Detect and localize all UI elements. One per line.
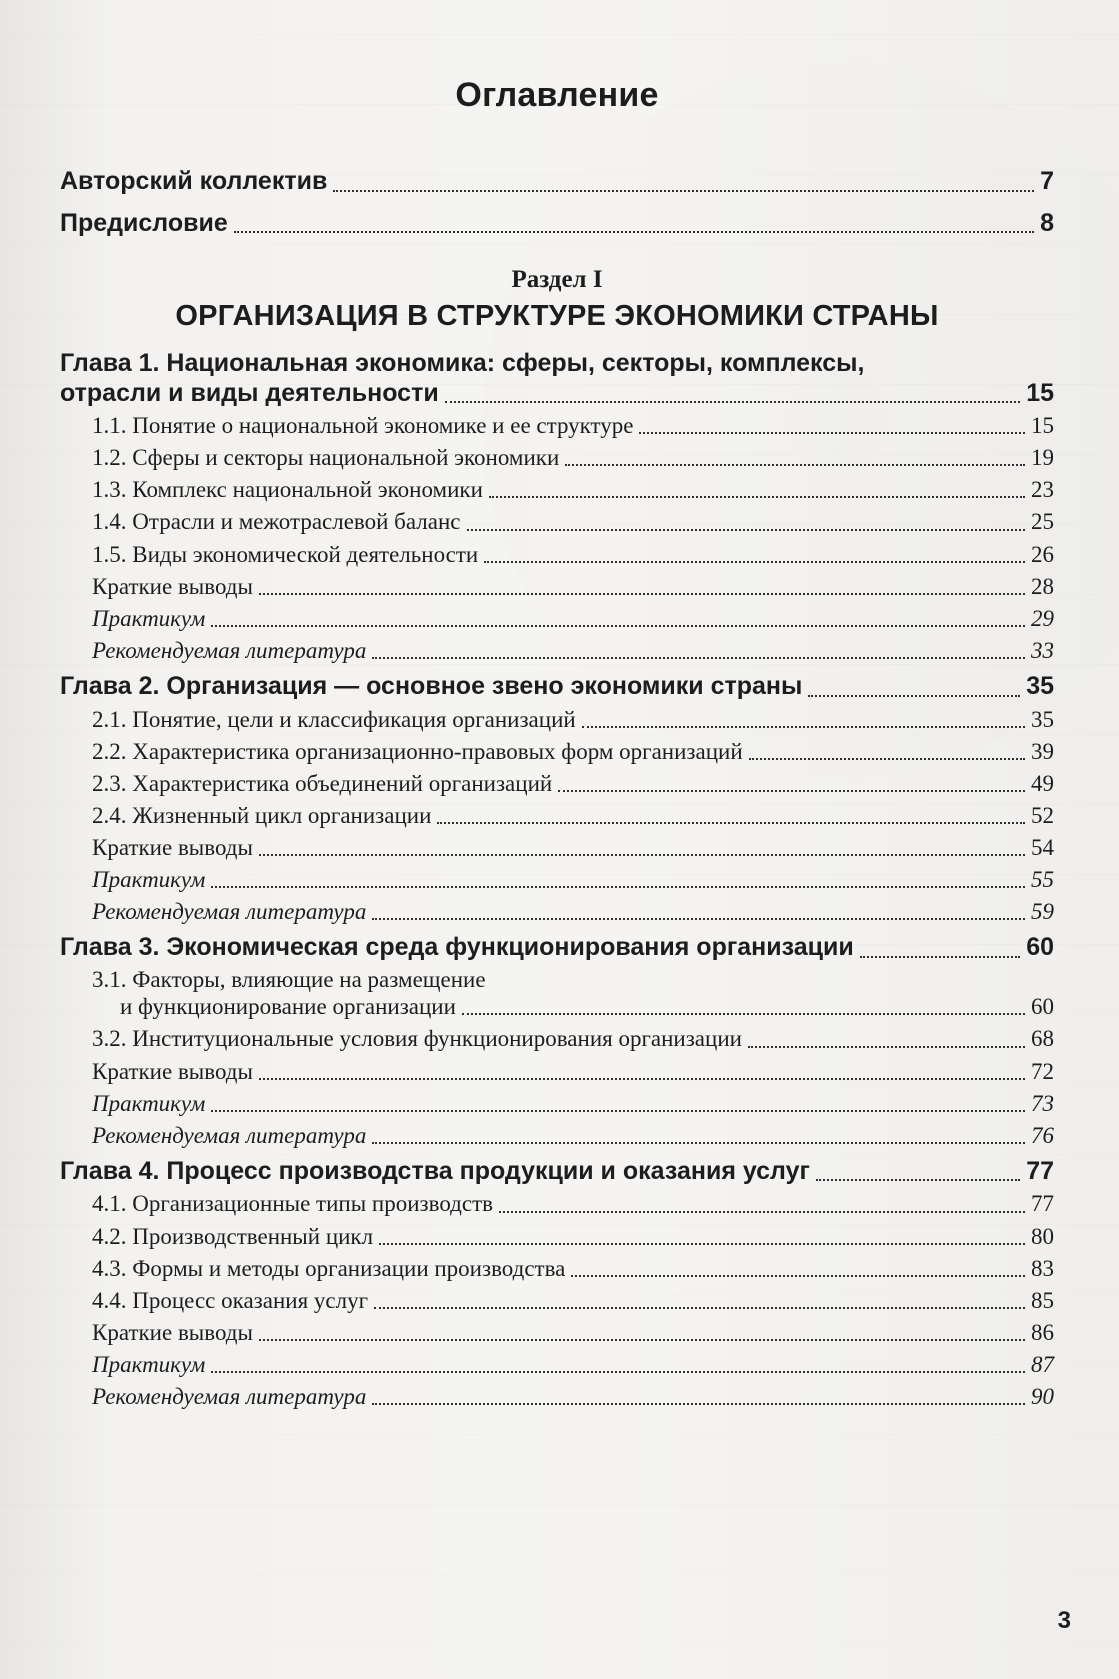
toc-item-label: 1.5. Виды экономической деятельности bbox=[92, 541, 479, 567]
summary-label: Краткие выводы bbox=[92, 573, 253, 599]
toc-item bbox=[92, 412, 1054, 439]
recommended-literature-page: 76 bbox=[1031, 1122, 1054, 1148]
dot-leader bbox=[211, 886, 1025, 888]
toc-item-label: 4.3. Формы и методы организации производства bbox=[92, 1255, 566, 1281]
dot-leader bbox=[484, 561, 1025, 563]
practicum-entry bbox=[92, 1351, 1054, 1378]
chapter-title: Глава 4. Процесс производства продукции и оказания услуг bbox=[60, 1156, 810, 1185]
toc-item-page: 83 bbox=[1031, 1255, 1054, 1281]
dot-leader bbox=[808, 695, 1020, 697]
dot-leader bbox=[558, 790, 1025, 792]
recommended-literature-page: 90 bbox=[1031, 1384, 1054, 1410]
toc-item-page: 68 bbox=[1031, 1026, 1054, 1052]
toc-item-page: 77 bbox=[1031, 1191, 1054, 1217]
dot-leader bbox=[333, 190, 1034, 192]
dot-leader bbox=[816, 1179, 1020, 1181]
chapter-title: Глава 2. Организация — основное звено экономики страны bbox=[60, 672, 803, 700]
toc-entry-label: Авторский коллектив bbox=[60, 167, 328, 195]
toc-item-label: 1.4. Отрасли и межотраслевой баланс bbox=[92, 509, 461, 535]
toc-item bbox=[92, 444, 1054, 471]
recommended-literature-page: 33 bbox=[1031, 637, 1054, 663]
practicum-page: 55 bbox=[1031, 867, 1054, 893]
toc-item-page: 23 bbox=[1031, 477, 1054, 503]
summary-entry bbox=[92, 1058, 1054, 1085]
toc-entry-page: 8 bbox=[1040, 208, 1054, 237]
chapter-items bbox=[92, 412, 1054, 664]
toc-item bbox=[92, 1287, 1054, 1314]
toc-entry-authors bbox=[60, 167, 1054, 197]
dot-leader bbox=[372, 918, 1025, 920]
toc-item-label: 4.1. Организационные типы производств bbox=[92, 1191, 493, 1217]
chapter-title: Глава 3. Экономическая среда функционирования организации bbox=[60, 933, 854, 962]
section-title: ОРГАНИЗАЦИЯ В СТРУКТУРЕ ЭКОНОМИКИ СТРАНЫ bbox=[175, 300, 939, 332]
dot-leader bbox=[437, 822, 1025, 824]
practicum-entry bbox=[92, 605, 1054, 632]
dot-leader bbox=[234, 231, 1034, 233]
recommended-literature-label: Рекомендуемая литература bbox=[92, 1384, 367, 1410]
practicum-page: 29 bbox=[1031, 605, 1054, 631]
dot-leader bbox=[749, 758, 1025, 760]
dot-leader bbox=[467, 529, 1026, 531]
practicum-entry bbox=[92, 866, 1054, 893]
chapter-title-row bbox=[60, 379, 1054, 409]
toc-item bbox=[92, 1223, 1054, 1250]
dot-leader bbox=[211, 625, 1025, 627]
summary-page: 86 bbox=[1031, 1319, 1054, 1345]
dot-leader bbox=[639, 432, 1025, 434]
toc-item bbox=[92, 476, 1054, 503]
dot-leader bbox=[259, 854, 1025, 856]
toc-item-label: 4.2. Производственный цикл bbox=[92, 1223, 374, 1249]
toc-item-page: 52 bbox=[1031, 802, 1054, 828]
toc-item-page: 15 bbox=[1031, 413, 1054, 438]
toc-item-label: 1.1. Понятие о национальной экономике и ее структуре bbox=[92, 413, 634, 438]
practicum-label: Практикум bbox=[92, 605, 206, 631]
toc-item-page: 49 bbox=[1031, 770, 1054, 796]
table-of-contents bbox=[60, 76, 1054, 1418]
dot-leader bbox=[748, 1046, 1025, 1048]
chapter-4 bbox=[60, 1157, 1054, 1410]
recommended-literature-label: Рекомендуемая литература bbox=[92, 1122, 367, 1148]
page-title: Оглавление bbox=[455, 76, 659, 114]
toc-item-label: 2.4. Жизненный цикл организации bbox=[92, 802, 432, 828]
chapter-1 bbox=[60, 349, 1054, 664]
toc-item bbox=[92, 706, 1054, 733]
practicum-page: 73 bbox=[1031, 1090, 1054, 1116]
chapter-title-row bbox=[60, 933, 1054, 963]
toc-item-label: 4.4. Процесс оказания услуг bbox=[92, 1287, 369, 1313]
toc-item-label: 1.3. Комплекс национальной экономики bbox=[92, 477, 483, 503]
summary-page: 72 bbox=[1031, 1058, 1054, 1084]
toc-item bbox=[92, 770, 1054, 797]
dot-leader bbox=[571, 1275, 1025, 1277]
recommended-literature-entry bbox=[92, 1122, 1054, 1149]
chapter-page: 77 bbox=[1026, 1156, 1054, 1185]
toc-item bbox=[92, 508, 1054, 535]
practicum-page: 87 bbox=[1031, 1352, 1054, 1378]
toc-entry-preface bbox=[60, 209, 1054, 239]
toc-item-label-line: 3.1. Факторы, влияющие на размещение bbox=[92, 966, 486, 992]
dot-leader bbox=[211, 1110, 1025, 1112]
dot-leader bbox=[379, 1243, 1025, 1245]
dot-leader bbox=[374, 1307, 1025, 1309]
toc-item-page: 26 bbox=[1031, 541, 1054, 567]
dot-leader bbox=[259, 1339, 1025, 1341]
dot-leader bbox=[462, 1013, 1025, 1015]
toc-item-page: 39 bbox=[1031, 738, 1054, 764]
page-number: 3 bbox=[1057, 1607, 1071, 1634]
toc-item-label: 2.2. Характеристика организационно-правовых форм организаций bbox=[92, 738, 743, 764]
chapter-title-row bbox=[60, 1157, 1054, 1187]
practicum-label: Практикум bbox=[92, 1090, 206, 1116]
dot-leader bbox=[445, 401, 1020, 403]
toc-item-page: 85 bbox=[1031, 1287, 1054, 1313]
toc-item-page: 60 bbox=[1031, 994, 1054, 1020]
toc-item-label-line: и функционирование организации bbox=[120, 994, 456, 1020]
dot-leader bbox=[211, 1371, 1025, 1373]
dot-leader bbox=[582, 726, 1025, 728]
dot-leader bbox=[259, 593, 1025, 595]
toc-item bbox=[92, 738, 1054, 765]
toc-item-label: 2.1. Понятие, цели и классификация организаций bbox=[92, 706, 576, 732]
chapter-page: 35 bbox=[1026, 672, 1054, 700]
practicum-label: Практикум bbox=[92, 867, 206, 893]
recommended-literature-entry bbox=[92, 898, 1054, 925]
toc-item-multiline bbox=[92, 967, 1054, 1021]
recommended-literature-label: Рекомендуемая литература bbox=[92, 899, 367, 925]
toc-item-label: 1.2. Сферы и секторы национальной экономики bbox=[92, 445, 560, 471]
dot-leader bbox=[372, 1142, 1025, 1144]
section-heading bbox=[60, 266, 1054, 333]
summary-label: Краткие выводы bbox=[92, 1058, 253, 1084]
practicum-entry bbox=[92, 1090, 1054, 1117]
toc-entry-label: Предисловие bbox=[60, 208, 228, 237]
dot-leader bbox=[372, 1403, 1025, 1405]
toc-item-page: 25 bbox=[1031, 509, 1054, 535]
toc-item-second-line bbox=[120, 993, 1054, 1020]
toc-item-label: 3.2. Институциональные условия функционирования организации bbox=[92, 1026, 742, 1052]
chapter-items bbox=[92, 967, 1054, 1149]
summary-label: Краткие выводы bbox=[92, 835, 253, 860]
recommended-literature-entry bbox=[92, 637, 1054, 664]
dot-leader bbox=[499, 1211, 1025, 1213]
recommended-literature-page: 59 bbox=[1031, 899, 1054, 925]
section-label: Раздел I bbox=[511, 266, 603, 293]
summary-entry bbox=[92, 1319, 1054, 1346]
chapter-items bbox=[92, 1190, 1054, 1410]
chapter-title-line: Глава 1. Национальная экономика: сферы, секторы, комплексы, bbox=[60, 349, 865, 377]
recommended-literature-entry bbox=[92, 1383, 1054, 1410]
toc-item bbox=[92, 802, 1054, 829]
chapter-page: 15 bbox=[1026, 378, 1054, 407]
toc-item-label: 2.3. Характеристика объединений организаций bbox=[92, 770, 553, 796]
toc-item bbox=[92, 1190, 1054, 1217]
toc-item-page: 80 bbox=[1031, 1223, 1054, 1249]
summary-page: 54 bbox=[1031, 835, 1054, 860]
toc-item-page: 35 bbox=[1031, 706, 1054, 732]
dot-leader bbox=[259, 1078, 1025, 1080]
dot-leader bbox=[489, 496, 1025, 498]
practicum-label: Практикум bbox=[92, 1352, 206, 1378]
toc-item bbox=[92, 1025, 1054, 1052]
summary-label: Краткие выводы bbox=[92, 1319, 253, 1345]
recommended-literature-label: Рекомендуемая литература bbox=[92, 637, 367, 663]
dot-leader bbox=[860, 956, 1020, 958]
chapter-title-line: отрасли и виды деятельности bbox=[60, 378, 439, 407]
chapter-items bbox=[92, 706, 1054, 926]
toc-item bbox=[92, 541, 1054, 568]
chapter-page: 60 bbox=[1026, 933, 1054, 962]
dot-leader bbox=[372, 657, 1025, 659]
summary-entry bbox=[92, 573, 1054, 600]
toc-item-page: 19 bbox=[1031, 445, 1054, 471]
chapter-2 bbox=[60, 672, 1054, 925]
toc-entry-page: 7 bbox=[1040, 167, 1054, 195]
summary-page: 28 bbox=[1031, 573, 1054, 599]
summary-entry bbox=[92, 834, 1054, 861]
toc-item bbox=[92, 1255, 1054, 1282]
chapter-3 bbox=[60, 933, 1054, 1149]
chapter-title-row bbox=[60, 672, 1054, 702]
dot-leader bbox=[565, 464, 1025, 466]
